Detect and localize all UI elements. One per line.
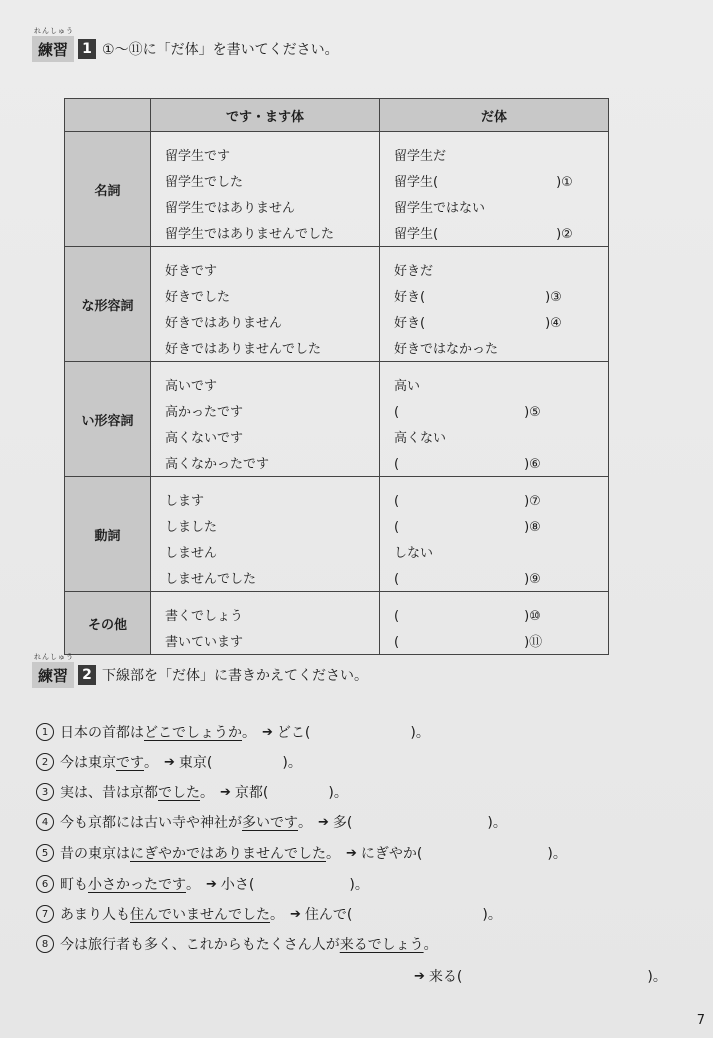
plain-form-cell [380, 247, 609, 362]
answer-number: )⑪ [524, 635, 543, 650]
exercise-item [36, 782, 348, 802]
sentence-text: 実は、昔は京都 [60, 785, 158, 801]
polite-form: します [165, 494, 205, 509]
arrow-right-icon: ➔ [206, 876, 217, 892]
exercise-instruction: 下線部を「だ体」に書きかえてください。 [102, 668, 369, 684]
answer-number: )⑨ [524, 572, 541, 587]
header-polite: です・ます体 [151, 99, 380, 132]
arrow-right-icon: ➔ [346, 845, 357, 861]
answer-number: )③ [545, 290, 562, 305]
answer-number: )⑤ [524, 405, 541, 420]
plain-form-text: しない [394, 546, 434, 561]
polite-form: しました [165, 520, 218, 535]
sentence-text: 昔の東京は [60, 846, 130, 862]
answer-prefix: どこ( [276, 725, 311, 741]
answer-close: )。 [349, 877, 369, 893]
plain-form [394, 331, 608, 357]
plain-form [394, 598, 608, 624]
polite-form: 好きでした [165, 290, 231, 305]
polite-form-cell [151, 362, 380, 477]
sentence-end: 。 [270, 907, 284, 923]
answer-prefix: 東京( [178, 755, 213, 771]
plain-form-cell [380, 592, 609, 655]
sentence-text: 今は旅行者も多く、これからもたくさん人が [60, 937, 340, 953]
exercise-number: 1 [78, 39, 96, 59]
underlined-part: 多いです [242, 815, 298, 831]
sentence-end: 。 [144, 755, 158, 771]
answer-number: )⑧ [524, 520, 541, 535]
exercise-2-header [32, 653, 369, 688]
category-cell: 動詞 [65, 477, 151, 592]
plain-form [394, 368, 608, 394]
sentence-end: 。 [423, 937, 438, 953]
plain-form-text: 留学生( [394, 227, 439, 242]
item-number: 2 [36, 753, 54, 771]
plain-form [394, 138, 608, 164]
polite-form: 高かったです [165, 405, 244, 420]
plain-form-text: ( [394, 520, 400, 535]
plain-form [394, 216, 608, 242]
tag-furigana: れんしゅう [34, 27, 74, 35]
answer-prefix: 小さ( [220, 877, 255, 893]
exercise-tag: れんしゅう 練習 [32, 662, 74, 688]
answer-close: )。 [482, 907, 502, 923]
answer-close: )。 [282, 755, 302, 771]
polite-form-cell [151, 477, 380, 592]
polite-form-cell [151, 247, 380, 362]
arrow-right-icon: ➔ [414, 968, 425, 984]
answer-number: )⑥ [524, 457, 541, 472]
sentence-end: 。 [242, 725, 256, 741]
polite-form: 留学生ではありません [165, 201, 296, 216]
page-number: 7 [696, 1013, 705, 1028]
underlined-part: 小さかったです [88, 877, 186, 893]
plain-form [394, 420, 608, 446]
sentence-text: 町も [60, 877, 88, 893]
exercise-instruction: ①〜⑪に「だ体」を書いてください。 [102, 42, 339, 58]
exercise-item [36, 934, 438, 954]
answer-prefix: 多( [332, 815, 353, 831]
plain-form-cell [380, 362, 609, 477]
tag-furigana: れんしゅう [34, 653, 74, 661]
plain-form [394, 190, 608, 216]
polite-form-cell [151, 592, 380, 655]
item-number: 4 [36, 813, 54, 831]
item-number: 3 [36, 783, 54, 801]
underlined-part: です [116, 755, 144, 771]
plain-form [394, 535, 608, 561]
plain-form-text: ( [394, 609, 400, 624]
arrow-right-icon: ➔ [220, 784, 231, 800]
table-row [65, 132, 609, 247]
plain-form-text: ( [394, 494, 400, 509]
sentence-text: あまり人も [60, 907, 130, 923]
exercise-item [36, 812, 507, 832]
plain-form [394, 509, 608, 535]
polite-form: しませんでした [165, 572, 257, 587]
underlined-part: でした [158, 785, 200, 801]
plain-form [394, 279, 608, 305]
plain-form-text: 高い [394, 379, 421, 394]
table-header-row [65, 99, 609, 132]
sentence-end: 。 [186, 877, 200, 893]
plain-form-text: 好き( [394, 290, 426, 305]
answer-number: )⑩ [524, 609, 541, 624]
table-row [65, 592, 609, 655]
plain-form-text: ( [394, 572, 400, 587]
plain-form-text: 留学生だ [394, 149, 447, 164]
polite-form: 留学生でした [165, 175, 244, 190]
category-cell: 名詞 [65, 132, 151, 247]
plain-form [394, 561, 608, 587]
plain-form [394, 483, 608, 509]
plain-form [394, 446, 608, 472]
exercise-item [36, 752, 302, 772]
polite-form: 好きではありませんでした [165, 342, 322, 357]
answer-close: )。 [328, 785, 348, 801]
answer-number: )② [556, 227, 573, 242]
header-corner [65, 99, 151, 132]
plain-form-text: ( [394, 457, 400, 472]
item-number: 7 [36, 905, 54, 923]
answer-close: )。 [487, 815, 507, 831]
exercise-item-answer-line [408, 966, 667, 986]
plain-form [394, 624, 608, 650]
plain-form-text: 好き( [394, 316, 426, 331]
sentence-text: 今は東京 [60, 755, 116, 771]
plain-form-cell [380, 477, 609, 592]
arrow-right-icon: ➔ [290, 906, 301, 922]
answer-prefix: 住んで( [304, 907, 353, 923]
conjugation-table [64, 98, 609, 655]
answer-prefix: 来る( [428, 969, 463, 985]
item-number: 1 [36, 723, 54, 741]
underlined-part: にぎやかではありませんでした [130, 846, 326, 862]
answer-number: )⑦ [524, 494, 541, 509]
table-row [65, 362, 609, 477]
item-number: 6 [36, 875, 54, 893]
polite-form: 留学生ではありませんでした [165, 227, 335, 242]
sentence-text: 日本の首都は [60, 725, 144, 741]
polite-form: 書くでしょう [165, 609, 244, 624]
arrow-right-icon: ➔ [164, 754, 175, 770]
exercise-1-header [32, 27, 339, 62]
plain-form-text: 好きではなかった [394, 342, 499, 357]
answer-prefix: 京都( [234, 785, 269, 801]
exercise-item [36, 843, 567, 863]
exercise-item [36, 904, 502, 924]
category-cell: その他 [65, 592, 151, 655]
underlined-part: どこでしょうか [144, 725, 242, 741]
item-number: 8 [36, 935, 54, 953]
underlined-part: 来るでしょう [339, 937, 424, 953]
plain-form-cell [380, 132, 609, 247]
polite-form: 好きではありません [165, 316, 283, 331]
answer-prefix: にぎやか( [360, 846, 423, 862]
exercise-item [36, 874, 369, 894]
polite-form: 好きです [165, 264, 218, 279]
sentence-end: 。 [326, 846, 340, 862]
answer-close: )。 [410, 725, 430, 741]
answer-close: )。 [547, 846, 567, 862]
exercise-number: 2 [78, 665, 96, 685]
polite-form: 高くなかったです [165, 457, 270, 472]
plain-form-text: 好きだ [394, 264, 434, 279]
plain-form [394, 253, 608, 279]
sentence-text: 今も京都には古い寺や神社が [60, 815, 242, 831]
exercise-item [36, 722, 430, 742]
plain-form-text: 留学生( [394, 175, 439, 190]
table-row [65, 247, 609, 362]
underlined-part: 住んでいませんでした [130, 907, 270, 923]
category-cell: い形容詞 [65, 362, 151, 477]
answer-number: )④ [545, 316, 562, 331]
plain-form [394, 305, 608, 331]
plain-form-text: ( [394, 405, 400, 420]
arrow-right-icon: ➔ [262, 724, 273, 740]
category-cell: な形容詞 [65, 247, 151, 362]
item-number: 5 [36, 844, 54, 862]
plain-form [394, 394, 608, 420]
plain-form-text: 留学生ではない [394, 201, 486, 216]
polite-form: 高いです [165, 379, 218, 394]
exercise-tag: れんしゅう 練習 [32, 36, 74, 62]
polite-form: 高くないです [165, 431, 244, 446]
header-plain: だ体 [380, 99, 609, 132]
arrow-right-icon: ➔ [318, 814, 329, 830]
polite-form: 留学生です [165, 149, 231, 164]
plain-form [394, 164, 608, 190]
polite-form: しません [165, 546, 218, 561]
polite-form: 書いています [165, 635, 244, 650]
table-row [65, 477, 609, 592]
sentence-end: 。 [200, 785, 214, 801]
polite-form-cell [151, 132, 380, 247]
answer-number: )① [556, 175, 573, 190]
answer-close: )。 [647, 969, 667, 985]
plain-form-text: ( [394, 635, 400, 650]
plain-form-text: 高くない [394, 431, 447, 446]
sentence-end: 。 [298, 815, 312, 831]
